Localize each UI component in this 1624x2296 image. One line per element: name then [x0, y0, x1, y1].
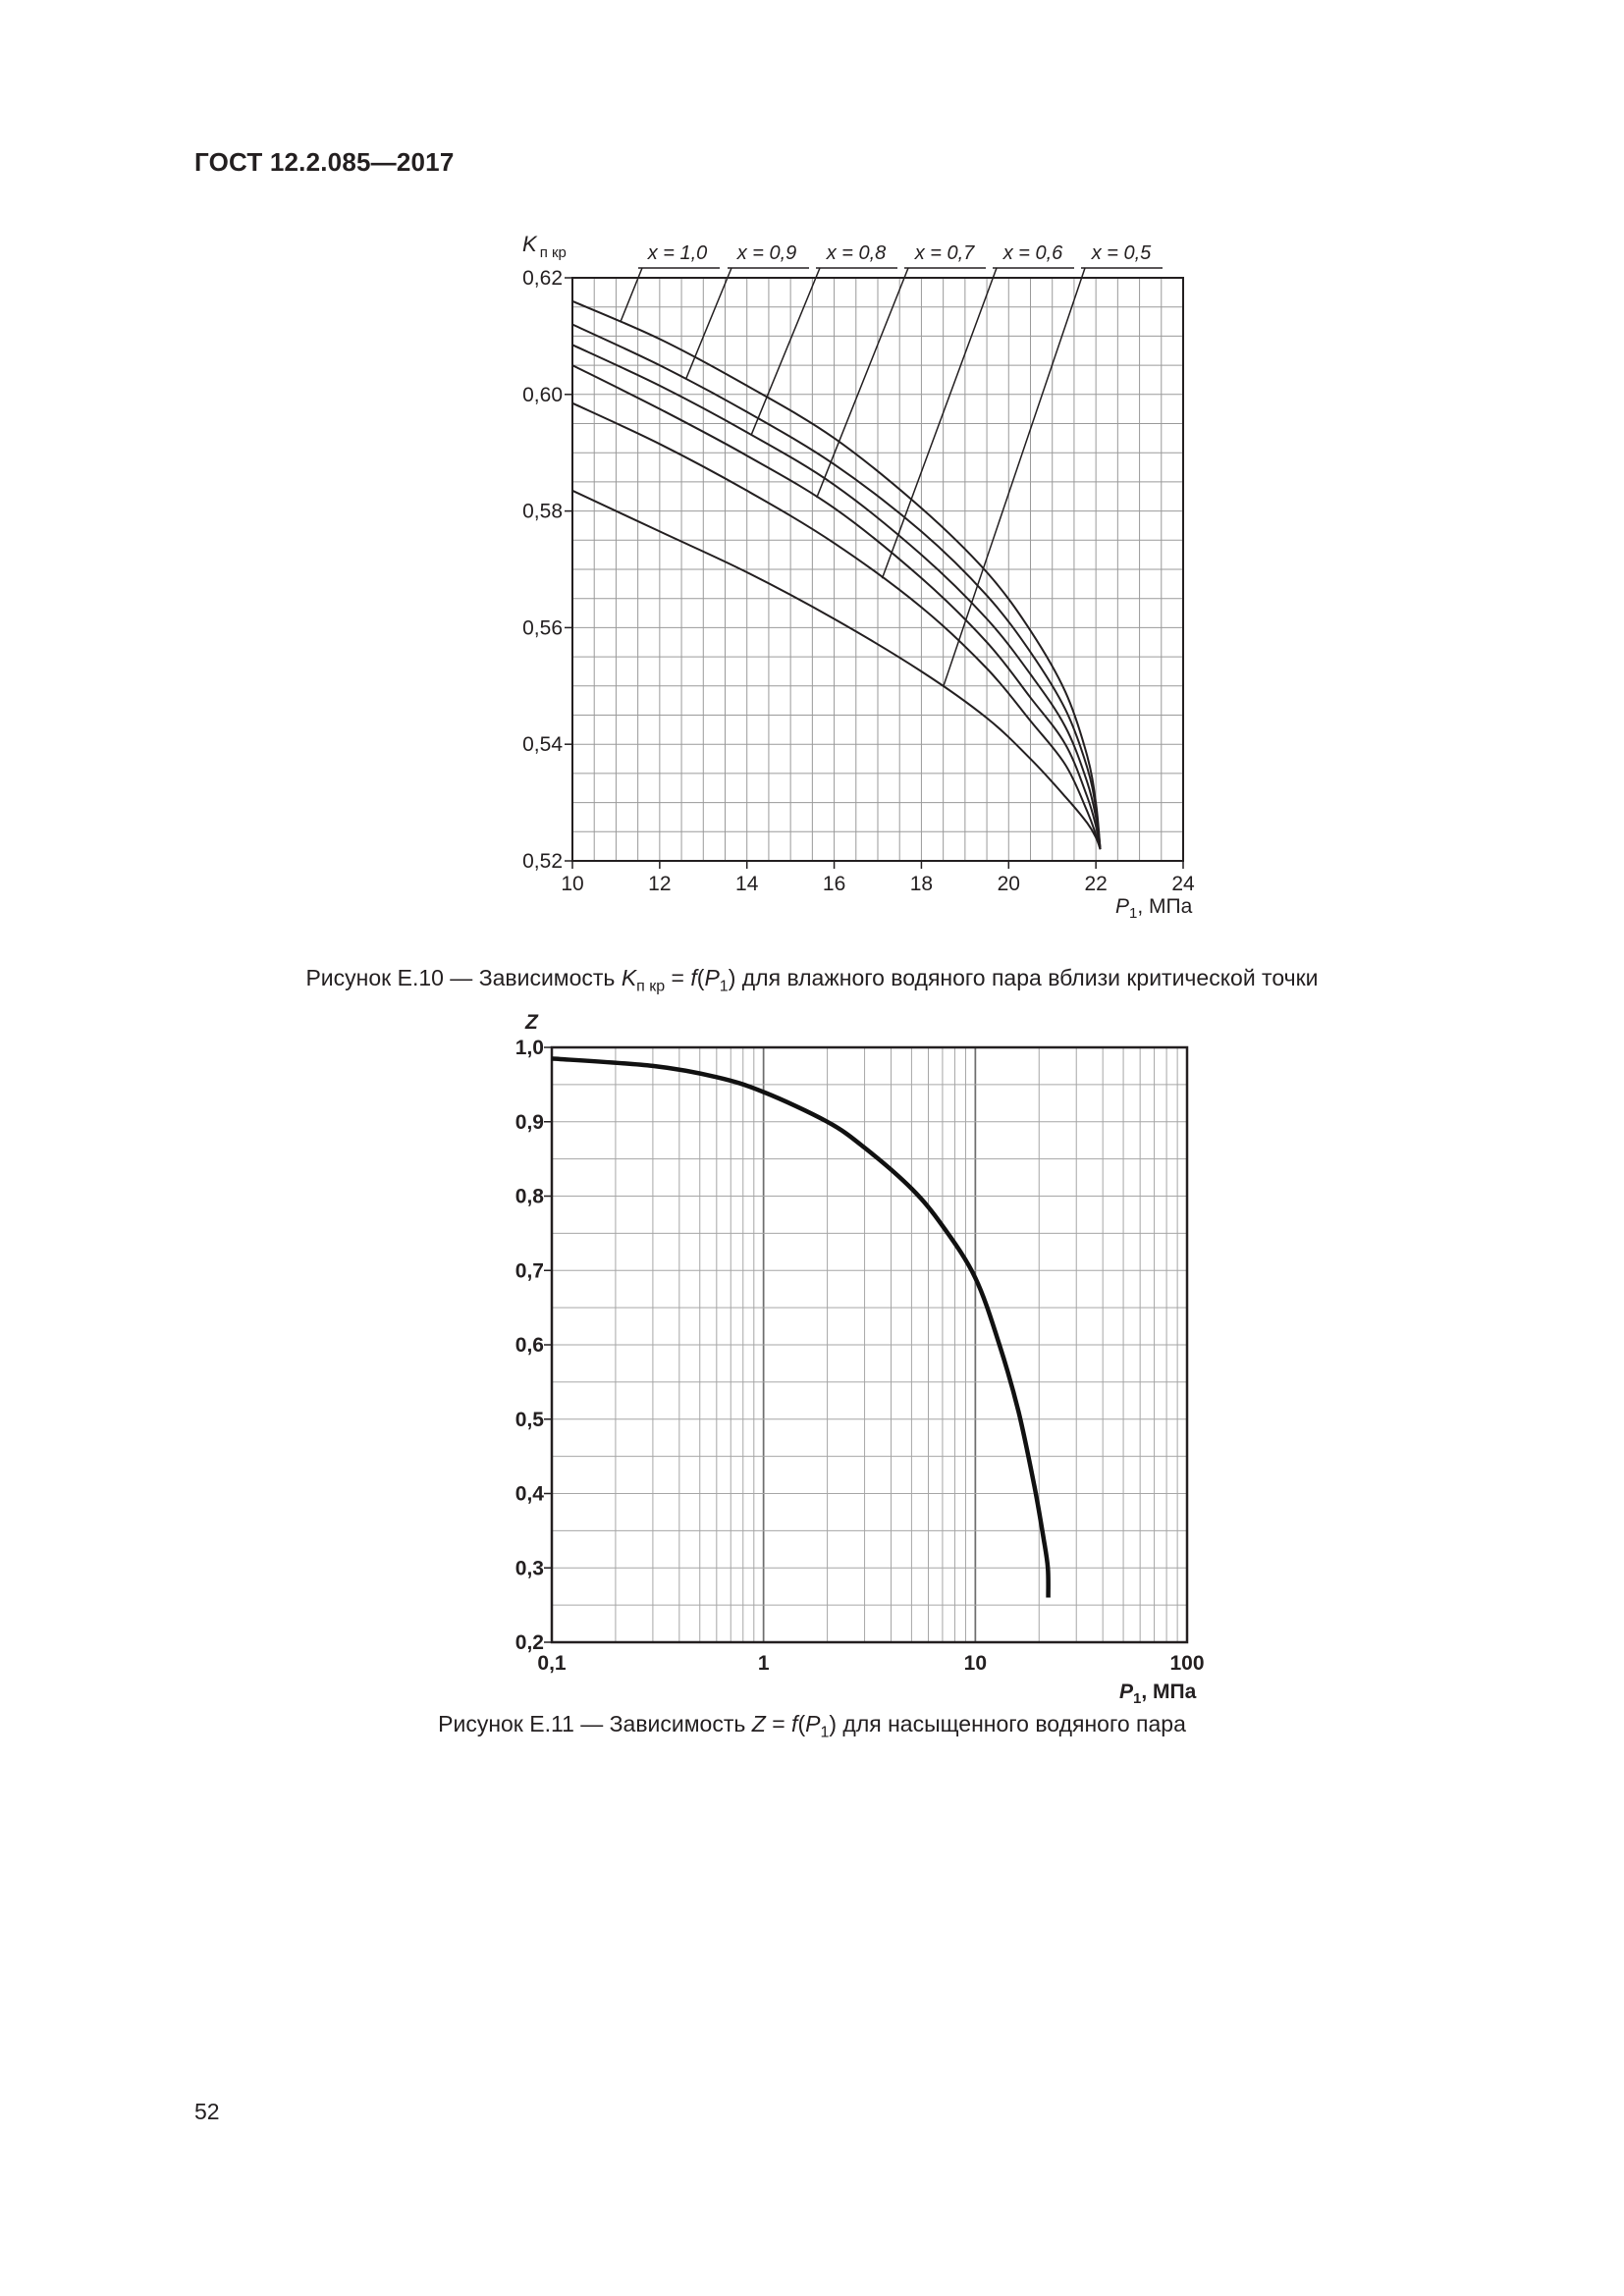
y-tick-label: 0,5 [514, 1408, 544, 1431]
y-tick-label: 0,52 [522, 850, 563, 873]
caption-2-argument: P [805, 1711, 821, 1736]
page-number: 52 [194, 2099, 220, 2124]
x-tick-label: 20 [997, 873, 1020, 895]
caption-2-function: f [791, 1711, 798, 1736]
legend-label: x = 0,8 [826, 242, 887, 264]
x-axis-label-unit: , МПа [1141, 1681, 1197, 1703]
y-tick-label: 0,54 [522, 733, 563, 757]
x-axis-label-unit: , МПа [1137, 895, 1193, 918]
x-tick-label: 16 [822, 873, 846, 895]
series-line-z [552, 1058, 1049, 1597]
y-axis-label: Z [525, 1011, 538, 1034]
x-axis-label-sub: 1 [1133, 1690, 1142, 1707]
x-tick-label: 12 [648, 873, 672, 895]
x-tick-label: 24 [1171, 873, 1195, 895]
y-tick-label: 0,62 [522, 267, 563, 290]
x-tick-label: 0,1 [537, 1652, 567, 1675]
y-tick-label: 0,6 [514, 1334, 544, 1357]
caption-1-argument: P [704, 965, 720, 990]
legend-label: x = 0,9 [736, 242, 797, 264]
legend-label: x = 1,0 [647, 242, 708, 264]
y-axis-label-sub: п кр [539, 244, 567, 261]
caption-figure-E11: Рисунок Е.11 — Зависимость $Z = f(P_1)$ для насыщенного водяного пара [438, 1711, 1186, 1741]
x-tick-label: 10 [561, 873, 584, 895]
caption-2-argument-sub: 1 [820, 1724, 830, 1741]
document-header: ГОСТ 12.2.085—2017 [194, 147, 455, 177]
caption-1-prefix: Рисунок Е.10 — Зависимость [305, 965, 622, 990]
caption-2-symbol: Z [751, 1711, 766, 1736]
caption-figure-E10: Рисунок Е.10 — Зависимость $K_{п кр} = f(P_1)$ для влажного водяного пара вблизи критической точки [305, 965, 1319, 995]
caption-1-equals: = [665, 965, 691, 990]
x-tick-label: 22 [1084, 873, 1108, 895]
x-axis-label-main: P [1115, 895, 1130, 918]
x-tick-label: 10 [963, 1652, 988, 1675]
y-tick-label: 0,56 [522, 616, 563, 640]
y-tick-label: 0,9 [514, 1110, 544, 1134]
x-axis-label-main: P [1119, 1681, 1134, 1703]
x-tick-label: 14 [735, 873, 759, 895]
caption-2-suffix: для насыщенного водяного пара [837, 1711, 1186, 1736]
caption-1-suffix: для влажного водяного пара вблизи критической точки [735, 965, 1319, 990]
y-axis-label-main: K [522, 232, 537, 256]
caption-1-symbol-sub: п кр [636, 978, 666, 995]
caption-1-argument-sub: 1 [719, 978, 729, 995]
y-tick-label: 0,2 [514, 1631, 544, 1654]
y-tick-label: 0,58 [522, 500, 563, 523]
x-tick-label: 1 [757, 1652, 770, 1675]
legend-label: x = 0,6 [1002, 242, 1063, 264]
caption-1-function: f [690, 965, 697, 990]
x-axis-label-sub: 1 [1129, 905, 1138, 922]
x-axis-label [1119, 1681, 1197, 1707]
y-tick-label: 0,4 [514, 1482, 544, 1506]
caption-2-prefix: Рисунок Е.11 — Зависимость [438, 1711, 752, 1736]
caption-2-equals: = [765, 1711, 792, 1736]
y-tick-label: 0,8 [514, 1185, 544, 1208]
y-tick-label: 0,3 [514, 1557, 544, 1580]
legend-label: x = 0,7 [914, 242, 975, 264]
y-tick-label: 0,60 [522, 383, 563, 406]
y-tick-label: 0,7 [514, 1259, 544, 1283]
caption-1-symbol: K [621, 965, 637, 990]
y-tick-label: 1,0 [514, 1037, 544, 1059]
x-tick-label: 18 [909, 873, 934, 895]
legend-label: x = 0,5 [1091, 242, 1152, 264]
x-tick-label: 100 [1169, 1652, 1205, 1675]
